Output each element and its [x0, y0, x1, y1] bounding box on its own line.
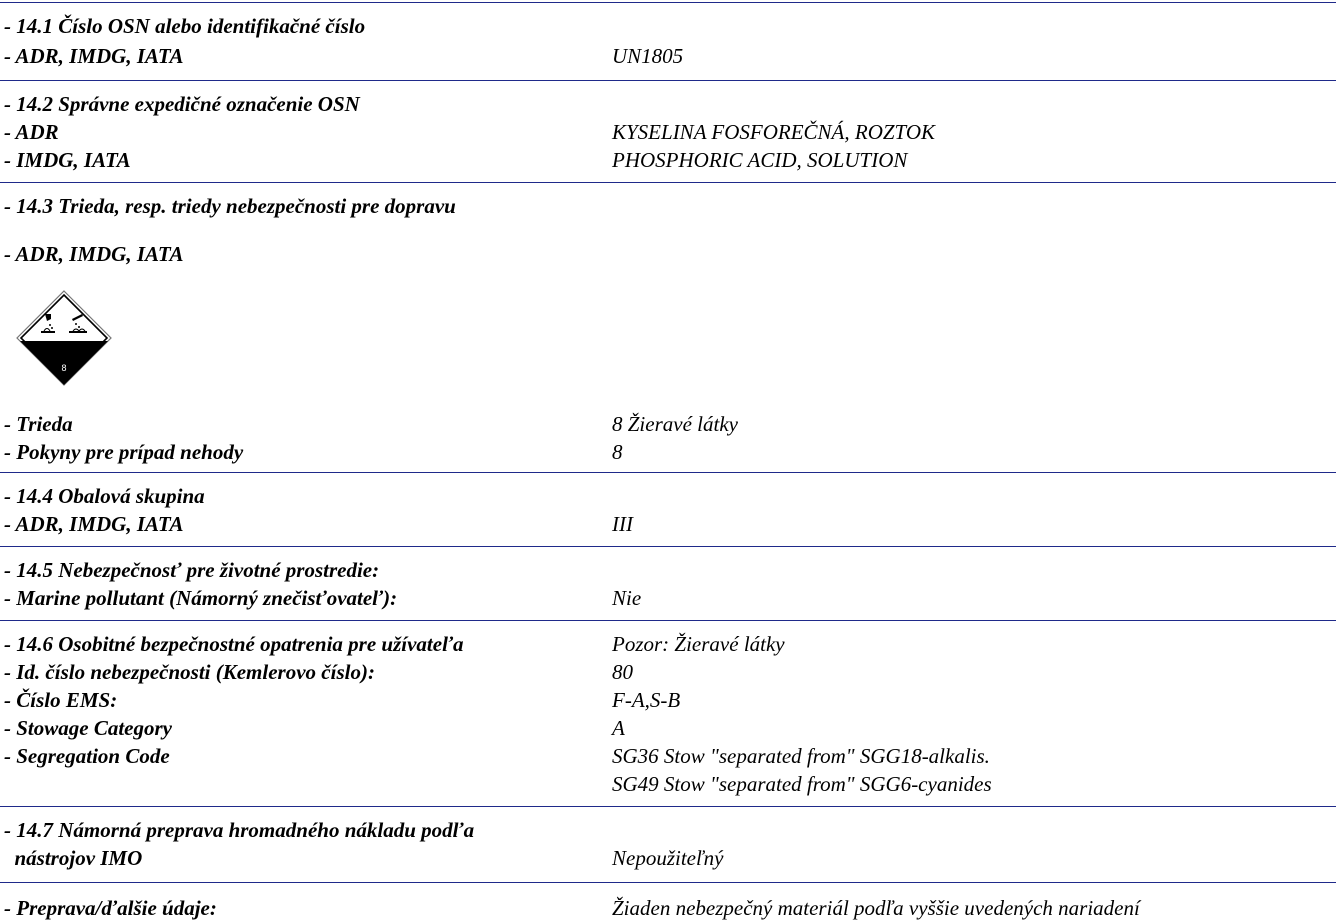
row-value: UN1805	[612, 44, 684, 68]
row-label: - ADR	[4, 120, 59, 144]
row-label: - 14.6 Osobitné bezpečnostné opatrenia pre užívateľa	[4, 632, 464, 656]
row-value: Žiaden nebezpečný materiál podľa vyššie uvedených nariadení	[612, 896, 1140, 920]
row-label: - 14.5 Nebezpečnosť pre životné prostredie:	[4, 558, 380, 582]
row-14-6-segregation-cont	[4, 770, 1334, 798]
section-divider	[0, 80, 1336, 81]
row-value: 80	[612, 660, 633, 684]
row-value: F-A,S-B	[612, 688, 681, 712]
row-14-4-heading	[4, 482, 1334, 510]
row-label: - Stowage Category	[4, 716, 172, 740]
row-14-6-kemler	[4, 658, 1334, 686]
row-label: - Preprava/ďalšie údaje:	[4, 896, 217, 920]
row-label: - Id. číslo nebezpečnosti (Kemlerovo číslo):	[4, 660, 375, 684]
row-14-2-imdg-iata	[4, 146, 1334, 174]
row-value: SG36 Stow "separated from" SGG18-alkalis.	[612, 744, 990, 768]
row-value: Nepoužiteľný	[612, 846, 724, 870]
row-label: nástrojov IMO	[4, 846, 143, 870]
row-14-5-heading	[4, 556, 1334, 584]
row-14-3-accident-instructions	[4, 438, 1334, 466]
row-14-6-stowage	[4, 714, 1334, 742]
section-divider	[0, 620, 1336, 621]
row-value: PHOSPHORIC ACID, SOLUTION	[612, 148, 908, 172]
row-value: III	[612, 512, 633, 536]
row-label: - 14.2 Správne expedičné označenie OSN	[4, 92, 360, 116]
section-divider	[0, 472, 1336, 473]
row-label: - 14.4 Obalová skupina	[4, 484, 205, 508]
row-value: Nie	[612, 586, 642, 610]
row-label: - Marine pollutant (Námorný znečisťovateľ):	[4, 586, 398, 610]
row-14-6-segregation	[4, 742, 1334, 770]
row-14-6-ems	[4, 686, 1334, 714]
row-14-3-modes	[4, 240, 1334, 268]
corrosive-pictogram-svg	[14, 288, 114, 388]
row-label: - ADR, IMDG, IATA	[4, 512, 184, 536]
row-label: - Pokyny pre prípad nehody	[4, 440, 244, 464]
row-label: - ADR, IMDG, IATA	[4, 44, 184, 68]
section-divider	[0, 882, 1336, 883]
row-14-7-heading	[4, 816, 1334, 844]
corrosive-class-8-diamond-icon	[14, 288, 114, 388]
section-divider	[0, 182, 1336, 183]
row-value: SG49 Stow "separated from" SGG6-cyanides	[612, 772, 992, 796]
row-value: Pozor: Žieravé látky	[612, 632, 785, 656]
row-14-4-packing-group	[4, 510, 1334, 538]
row-14-2-heading	[4, 90, 1334, 118]
row-label: - Číslo EMS:	[4, 688, 118, 712]
row-14-6-heading	[4, 630, 1334, 658]
row-value: 8 Žieravé látky	[612, 412, 738, 436]
row-14-3-heading	[4, 192, 1334, 220]
row-value: KYSELINA FOSFOREČNÁ, ROZTOK	[612, 120, 936, 144]
row-label: - 14.1 Číslo OSN alebo identifikačné číslo	[4, 14, 366, 38]
row-14-1-heading	[4, 12, 1334, 40]
row-value: A	[612, 716, 625, 740]
row-label: - Segregation Code	[4, 744, 170, 768]
row-14-7-imo	[4, 844, 1334, 872]
row-14-5-marine-pollutant	[4, 584, 1334, 612]
row-label: - 14.3 Trieda, resp. triedy nebezpečnosti pre dopravu	[4, 194, 456, 218]
row-14-2-adr	[4, 118, 1334, 146]
section-divider	[0, 2, 1336, 3]
row-value: 8	[612, 440, 623, 464]
row-transport-other	[4, 894, 1334, 922]
section-divider	[0, 546, 1336, 547]
row-label: - Trieda	[4, 412, 73, 436]
row-14-1-un-number	[4, 42, 1334, 70]
row-14-3-class	[4, 410, 1334, 438]
row-label: - IMDG, IATA	[4, 148, 131, 172]
row-label: - ADR, IMDG, IATA	[4, 242, 184, 266]
section-divider	[0, 806, 1336, 807]
row-label: - 14.7 Námorná preprava hromadného nákladu podľa	[4, 818, 475, 842]
class-number: 8	[61, 363, 67, 373]
